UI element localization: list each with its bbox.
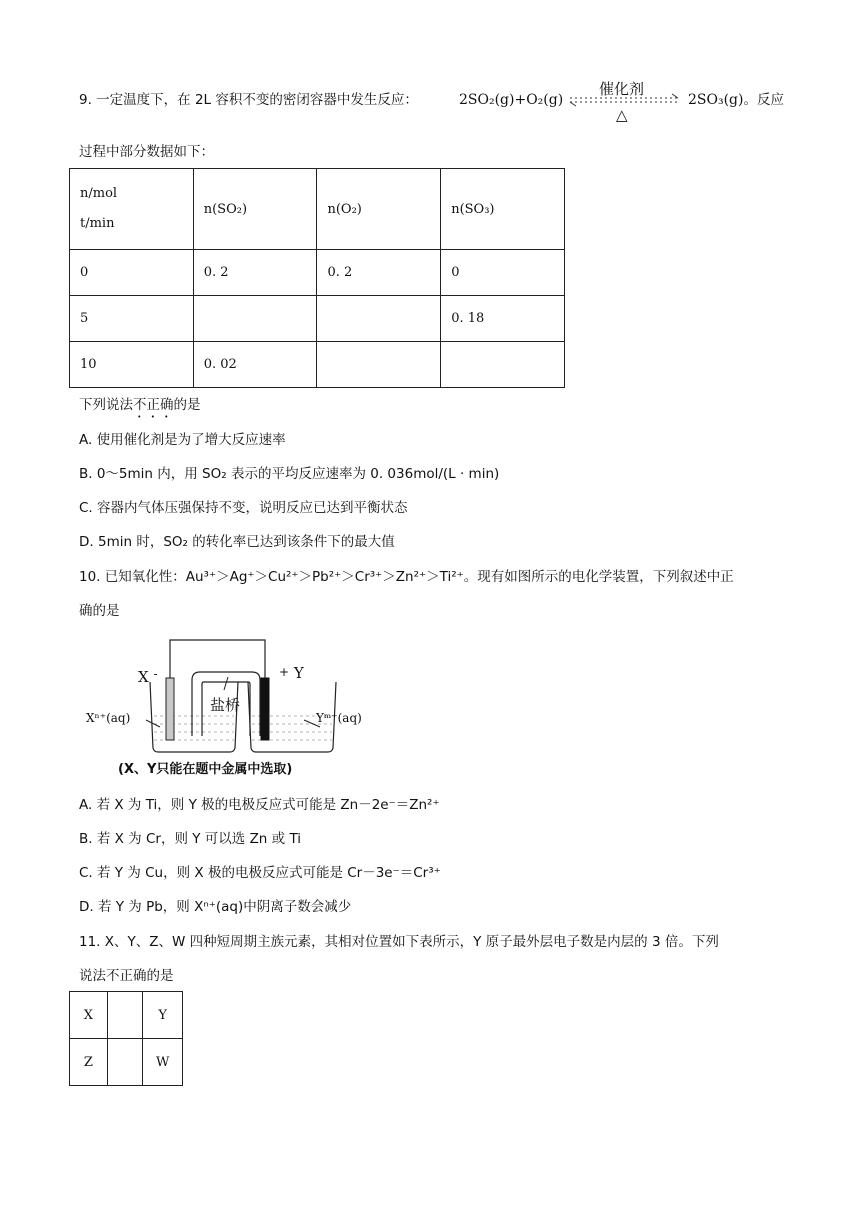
q9-stem-line2: 过程中部分数据如下： xyxy=(79,144,214,160)
electrode-y-label: + Y xyxy=(279,664,304,682)
q9-equation-left: 2SO₂(g)+O₂(g) xyxy=(459,92,564,108)
q10-stem-line1: 10. 已知氧化性：Au³⁺＞Ag⁺＞Cu²⁺＞Pb²⁺＞Cr³⁺＞Zn²⁺＞Ti²⁺。现有如图所示的电化学装置，下列叙述中正 xyxy=(79,569,734,585)
table-cell xyxy=(107,992,143,1039)
table-row xyxy=(70,342,565,388)
q11-stem-line1: 11. X、Y、Z、W 四种短周期主族元素，其相对位置如下表所示，Y 原子最外层电子数是内层的 3 倍。下列 xyxy=(79,934,719,950)
emphasis-text: 不正确 xyxy=(133,397,174,413)
table-corner-cell: n/mol t/min xyxy=(70,169,194,250)
table-row xyxy=(70,992,183,1039)
table-cell: 0. 02 xyxy=(193,342,317,388)
header-cell: n(SO₂) xyxy=(193,169,317,250)
table-cell: X xyxy=(70,992,108,1039)
table-row xyxy=(70,296,565,342)
q9-data-table xyxy=(69,168,565,388)
q11-element-table xyxy=(69,991,183,1086)
table-row xyxy=(70,250,565,296)
q9-prompt: 下列说法不正确的是 xyxy=(79,397,201,413)
q9-equation-right: 2SO₃(g)。反应 xyxy=(688,92,784,108)
q10-option-b: B. 若 X 为 Cr，则 Y 可以选 Zn 或 Ti xyxy=(79,831,302,847)
q9-stem-text: 9. 一定温度下，在 2L 容积不变的密闭容器中发生反应： xyxy=(79,92,418,108)
figure-caption: (X、Y只能在题中金属中选取) xyxy=(118,762,293,777)
reversible-arrow xyxy=(566,78,682,124)
table-cell xyxy=(193,296,317,342)
table-cell: W xyxy=(143,1039,183,1086)
header-cell: n(O₂) xyxy=(317,169,441,250)
q10-stem-line2: 确的是 xyxy=(79,603,120,619)
table-cell xyxy=(317,342,441,388)
table-cell xyxy=(317,296,441,342)
q10-option-d: D. 若 Y 为 Pb，则 Xⁿ⁺(aq)中阴离子数会减少 xyxy=(79,899,352,915)
table-cell xyxy=(441,342,565,388)
table-cell xyxy=(107,1039,143,1086)
table-cell: 0. 2 xyxy=(193,250,317,296)
table-cell: Y xyxy=(143,992,183,1039)
table-cell: 5 xyxy=(70,296,194,342)
q9-option-b: B. 0～5min 内，用 SO₂ 表示的平均反应速率为 0. 036mol/(L · min) xyxy=(79,466,500,482)
salt-bridge-label: 盐桥 xyxy=(210,696,241,714)
catalyst-label: 催化剂 xyxy=(599,80,645,98)
table-cell: 0 xyxy=(70,250,194,296)
table-cell: 0. 18 xyxy=(441,296,565,342)
header-cell: n(SO₃) xyxy=(441,169,565,250)
q11-stem-line2: 说法不正确的是 xyxy=(79,968,174,984)
q9-option-c: C. 容器内气体压强保持不变，说明反应已达到平衡状态 xyxy=(79,500,408,516)
table-cell: 0 xyxy=(441,250,565,296)
right-solution-label: Yᵐ⁺(aq) xyxy=(316,711,362,725)
q9-stem-line1 xyxy=(79,91,418,109)
q10-option-a: A. 若 X 为 Ti，则 Y 极的电极反应式可能是 Zn－2e⁻＝Zn²⁺ xyxy=(79,797,440,813)
table-header-row xyxy=(70,169,565,250)
table-cell: Z xyxy=(70,1039,108,1086)
table-cell: 10 xyxy=(70,342,194,388)
q9-option-d: D. 5min 时，SO₂ 的转化率已达到该条件下的最大值 xyxy=(79,534,395,550)
q10-option-c: C. 若 Y 为 Cu，则 X 极的电极反应式可能是 Cr－3e⁻＝Cr³⁺ xyxy=(79,865,441,881)
table-row xyxy=(70,1039,183,1086)
q9-option-a: A. 使用催化剂是为了增大反应速率 xyxy=(79,432,286,448)
left-solution-label: Xⁿ⁺(aq) xyxy=(86,711,131,725)
electrochemical-cell-figure xyxy=(80,632,380,782)
table-cell: 0. 2 xyxy=(317,250,441,296)
electrode-x-label: X - xyxy=(138,667,158,686)
heat-symbol: △ xyxy=(616,106,628,124)
